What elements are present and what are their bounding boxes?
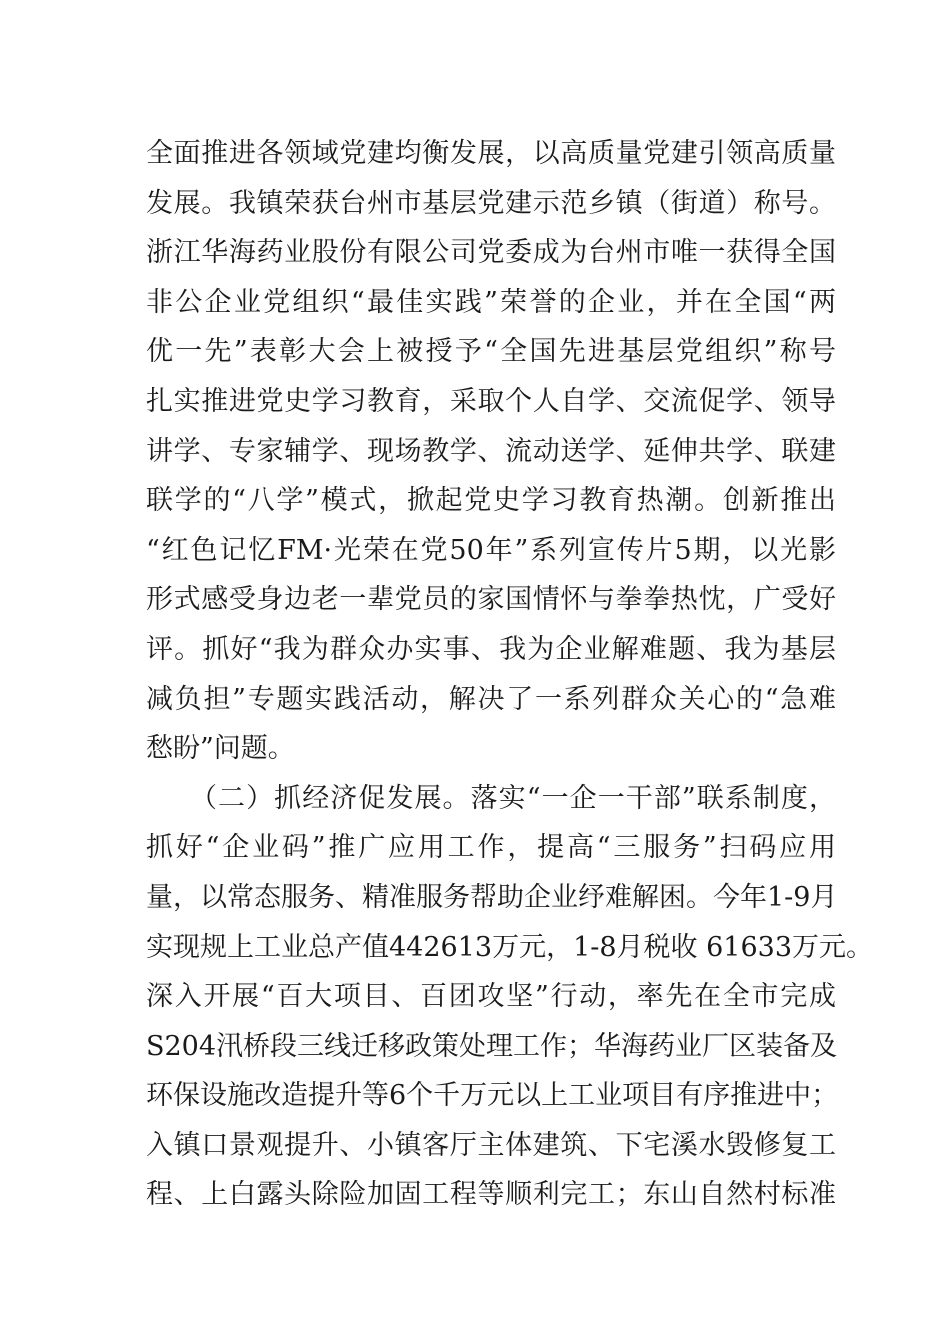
text-line: 优一先”表彰大会上被授予“全国先进基层党组织”称号 [146,336,836,368]
text-line: 讲学、专家辅学、现场教学、流动送学、延伸共学、联建 [146,435,836,467]
text-line: 联学的“八学”模式，掀起党史学习教育热潮。创新推出 [146,485,836,517]
section-heading-line: （二）抓经济促发展。落实“一企一干部”联系制度， [190,782,836,814]
body-text [146,129,874,1220]
text-line: 浙江华海药业股份有限公司党委成为台州市唯一获得全国 [146,237,836,269]
text-line: 扎实推进党史学习教育，采取个人自学、交流促学、领导 [146,385,836,417]
text-line: S204汛桥段三线迁移政策处理工作；华海药业厂区装备及 [146,1030,838,1062]
text-line: 发展。我镇荣获台州市基层党建示范乡镇（街道）称号。 [146,187,836,219]
text-line: 环保设施改造提升等6个千万元以上工业项目有序推进中； [146,1080,839,1112]
text-line: 形式感受身边老一辈党员的家国情怀与拳拳热忱，广受好 [146,584,836,616]
text-line: “红色记忆FM·光荣在党50年”系列宣传片5期，以光影 [146,534,836,566]
text-line: 入镇口景观提升、小镇客厅主体建筑、下宅溪水毁修复工 [146,1129,836,1161]
text-line: 量，以常态服务、精准服务帮助企业纾难解困。今年1-9月 [146,881,838,913]
text-line: 抓好“企业码”推广应用工作，提高“三服务”扫码应用 [146,832,836,864]
text-line: 程、上白露头除险加固工程等顺利完工；东山自然村标准 [146,1179,836,1211]
text-line: 全面推进各领域党建均衡发展，以高质量党建引领高质量 [146,138,836,169]
text-line: 非公企业党组织“最佳实践”荣誉的企业，并在全国“两 [146,286,836,318]
text-line: 实现规上工业总产值442613万元，1-8月税收 61633万元。 [146,931,874,963]
text-line: 深入开展“百大项目、百团攻坚”行动，率先在全市完成 [146,981,836,1013]
text-line: 评。抓好“我为群众办实事、我为企业解难题、我为基层 [146,633,836,665]
text-line: 愁盼”问题。 [146,733,295,765]
text-line: 减负担”专题实践活动，解决了一系列群众关心的“急难 [146,683,836,715]
